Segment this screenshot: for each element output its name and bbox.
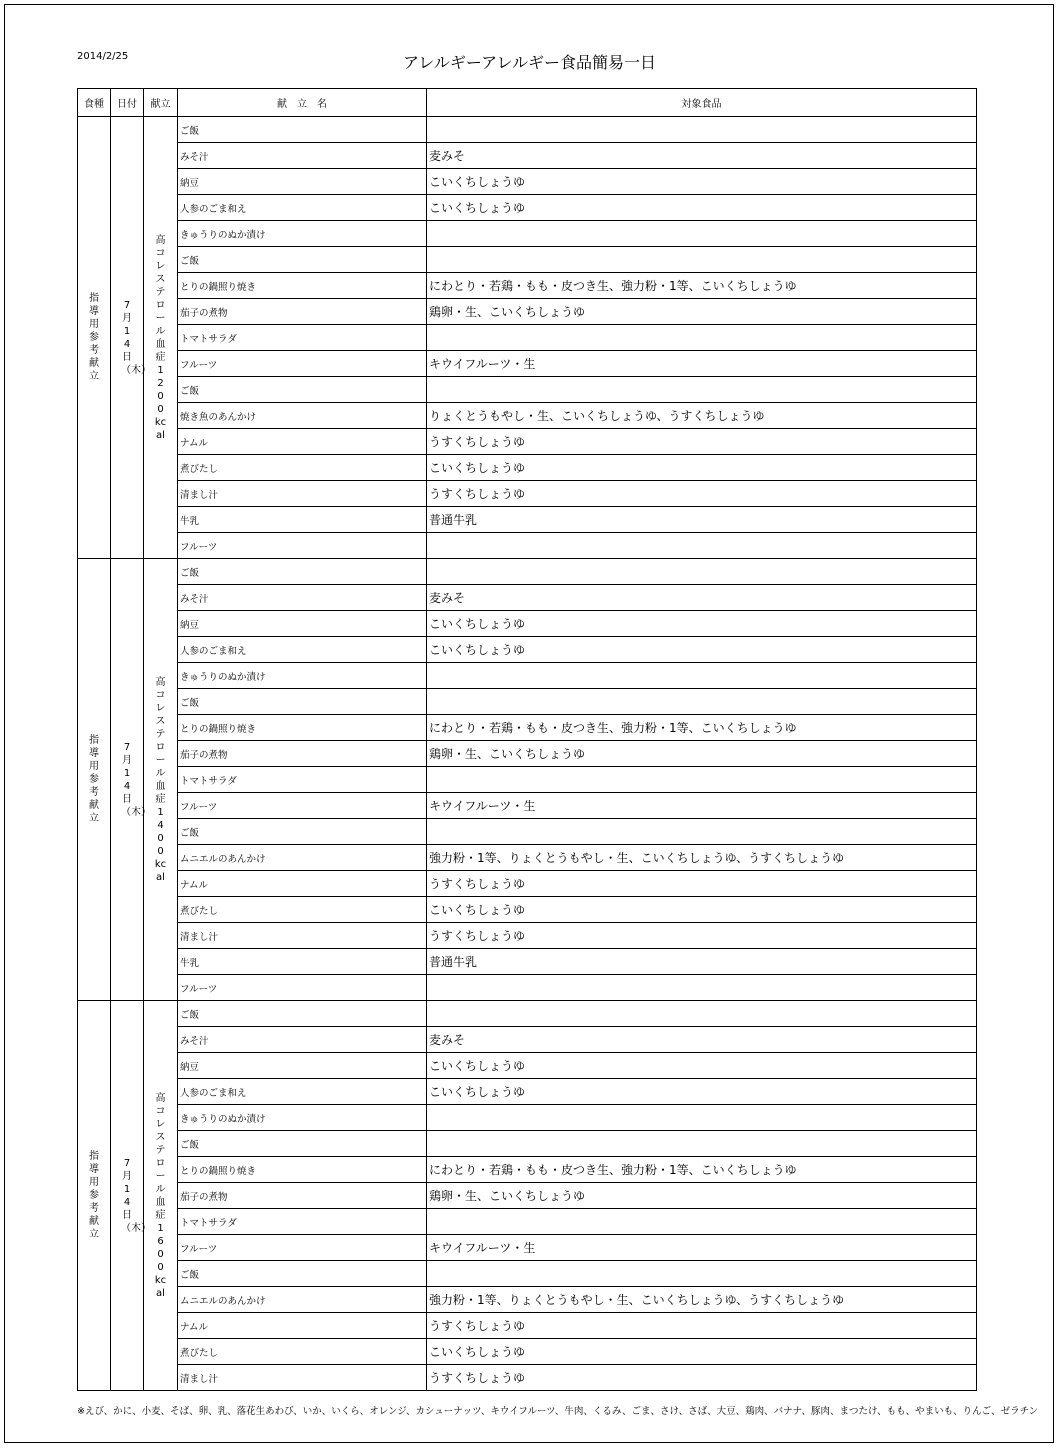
target-food: 麦みそ	[427, 143, 977, 169]
dish-name: ナムル	[178, 871, 427, 897]
target-food: こいくちしょうゆ	[427, 169, 977, 195]
dish-name: 納豆	[178, 611, 427, 637]
dish-name: 納豆	[178, 1053, 427, 1079]
dish-name: 牛乳	[178, 949, 427, 975]
vertical-label: 7月14日（木）	[121, 741, 151, 818]
dish-name: みそ汁	[178, 585, 427, 611]
table-row	[78, 1365, 977, 1391]
target-food: こいくちしょうゆ	[427, 195, 977, 221]
print-date: 2014/2/25	[77, 51, 129, 62]
table-row	[78, 247, 977, 273]
target-food: キウイフルーツ・生	[427, 351, 977, 377]
target-food	[427, 1261, 977, 1287]
target-food: うすくちしょうゆ	[427, 429, 977, 455]
target-food	[427, 1105, 977, 1131]
dish-name: ナムル	[178, 1313, 427, 1339]
vertical-label: 高コレステロール血症1400kcal	[154, 676, 167, 883]
table-header-row	[78, 89, 977, 117]
table-row	[78, 715, 977, 741]
target-food	[427, 1209, 977, 1235]
table-row	[78, 767, 977, 793]
target-food: うすくちしょうゆ	[427, 1313, 977, 1339]
table-row	[78, 1183, 977, 1209]
target-food	[427, 221, 977, 247]
target-food: キウイフルーツ・生	[427, 793, 977, 819]
dish-name: ご飯	[178, 819, 427, 845]
header-date: 日付	[111, 89, 144, 117]
target-food: うすくちしょうゆ	[427, 871, 977, 897]
target-food: こいくちしょうゆ	[427, 897, 977, 923]
target-food: こいくちしょうゆ	[427, 1339, 977, 1365]
menu-kind-cell	[78, 117, 111, 559]
table-row	[78, 1079, 977, 1105]
target-food: うすくちしょうゆ	[427, 481, 977, 507]
dish-name: きゅうりのぬか漬け	[178, 221, 427, 247]
table-row	[78, 559, 977, 585]
dish-name: 煮びたし	[178, 897, 427, 923]
target-food: にわとり・若鶏・もも・皮つき生、強力粉・1等、こいくちしょうゆ	[427, 715, 977, 741]
dish-name: とりの鍋照り焼き	[178, 1157, 427, 1183]
target-food: 鶏卵・生、こいくちしょうゆ	[427, 299, 977, 325]
menu-kind-cell	[78, 1001, 111, 1391]
table-row	[78, 429, 977, 455]
table-row	[78, 273, 977, 299]
dish-name: フルーツ	[178, 533, 427, 559]
table-row	[78, 299, 977, 325]
target-food: 強力粉・1等、りょくとうもやし・生、こいくちしょうゆ、うすくちしょうゆ	[427, 845, 977, 871]
dish-name: トマトサラダ	[178, 325, 427, 351]
dish-name: 煮びたし	[178, 455, 427, 481]
table-row	[78, 845, 977, 871]
target-food: こいくちしょうゆ	[427, 611, 977, 637]
dish-name: 煮びたし	[178, 1339, 427, 1365]
table-row	[78, 897, 977, 923]
table-row	[78, 1261, 977, 1287]
menu-date-cell	[111, 1001, 151, 1391]
target-food: キウイフルーツ・生	[427, 1235, 977, 1261]
target-food: 麦みそ	[427, 1027, 977, 1053]
target-food	[427, 663, 977, 689]
dish-name: ご飯	[178, 559, 427, 585]
vertical-label: 7月14日（木）	[121, 299, 151, 376]
dish-name: ムニエルのあんかけ	[178, 845, 427, 871]
dish-name: 清まし汁	[178, 923, 427, 949]
table-row	[78, 325, 977, 351]
vertical-label: 指導用参考献立	[89, 735, 99, 824]
dish-name: 清まし汁	[178, 1365, 427, 1391]
target-food	[427, 559, 977, 585]
table-row	[78, 1209, 977, 1235]
table-row	[78, 637, 977, 663]
dish-name: みそ汁	[178, 143, 427, 169]
allergy-menu-table	[77, 88, 977, 1391]
target-food	[427, 975, 977, 1001]
table-row	[78, 1027, 977, 1053]
table-row	[78, 351, 977, 377]
target-food: こいくちしょうゆ	[427, 1079, 977, 1105]
header-kind: 食種	[78, 89, 111, 117]
table-row	[78, 689, 977, 715]
vertical-label: 高コレステロール血症1600kcal	[154, 1092, 167, 1299]
target-food: 鶏卵・生、こいくちしょうゆ	[427, 741, 977, 767]
dish-name: ご飯	[178, 1131, 427, 1157]
target-food	[427, 689, 977, 715]
dish-name: きゅうりのぬか漬け	[178, 1105, 427, 1131]
dish-name: フルーツ	[178, 351, 427, 377]
table-row	[78, 1105, 977, 1131]
table-row	[78, 871, 977, 897]
menu-date-cell	[111, 117, 151, 559]
dish-name: 茄子の煮物	[178, 741, 427, 767]
dish-name: 茄子の煮物	[178, 1183, 427, 1209]
table-row	[78, 1339, 977, 1365]
target-food: こいくちしょうゆ	[427, 455, 977, 481]
vertical-label: 7月14日（木）	[121, 1157, 151, 1234]
dish-name: 人参のごま和え	[178, 195, 427, 221]
target-food	[427, 533, 977, 559]
menu-date-cell	[111, 559, 151, 1001]
table-row	[78, 1287, 977, 1313]
dish-name: フルーツ	[178, 975, 427, 1001]
vertical-label: 指導用参考献立	[89, 1151, 99, 1240]
target-food	[427, 1001, 977, 1027]
dish-name: とりの鍋照り焼き	[178, 273, 427, 299]
dish-name: トマトサラダ	[178, 767, 427, 793]
vertical-label: 指導用参考献立	[89, 293, 99, 382]
dish-name: フルーツ	[178, 1235, 427, 1261]
dish-name: ご飯	[178, 1261, 427, 1287]
vertical-label: 高コレステロール血症1200kcal	[154, 234, 167, 441]
table-row	[78, 507, 977, 533]
target-food	[427, 1131, 977, 1157]
table-row	[78, 403, 977, 429]
target-food: 鶏卵・生、こいくちしょうゆ	[427, 1183, 977, 1209]
table-row	[78, 455, 977, 481]
dish-name: とりの鍋照り焼き	[178, 715, 427, 741]
dish-name: ご飯	[178, 1001, 427, 1027]
table-row	[78, 169, 977, 195]
target-food: こいくちしょうゆ	[427, 637, 977, 663]
target-food	[427, 117, 977, 143]
target-food	[427, 767, 977, 793]
table-row	[78, 221, 977, 247]
header-dish: 献 立 名	[178, 89, 427, 117]
target-food: 麦みそ	[427, 585, 977, 611]
dish-name: ナムル	[178, 429, 427, 455]
table-row	[78, 975, 977, 1001]
table-row	[78, 143, 977, 169]
table-row	[78, 793, 977, 819]
table-row	[78, 611, 977, 637]
target-food	[427, 247, 977, 273]
table-row	[78, 585, 977, 611]
menu-kind-cell	[78, 559, 111, 1001]
target-food: 強力粉・1等、りょくとうもやし・生、こいくちしょうゆ、うすくちしょうゆ	[427, 1287, 977, 1313]
dish-name: 茄子の煮物	[178, 299, 427, 325]
target-food: にわとり・若鶏・もも・皮つき生、強力粉・1等、こいくちしょうゆ	[427, 1157, 977, 1183]
target-food: 普通牛乳	[427, 949, 977, 975]
table-row	[78, 663, 977, 689]
target-food: にわとり・若鶏・もも・皮つき生、強力粉・1等、こいくちしょうゆ	[427, 273, 977, 299]
header-menu: 献立	[144, 89, 178, 117]
table-row	[78, 1157, 977, 1183]
menu-name-cell	[144, 117, 178, 559]
target-food	[427, 819, 977, 845]
dish-name: きゅうりのぬか漬け	[178, 663, 427, 689]
dish-name: フルーツ	[178, 793, 427, 819]
table-row	[78, 1313, 977, 1339]
table-row	[78, 533, 977, 559]
dish-name: トマトサラダ	[178, 1209, 427, 1235]
target-food: こいくちしょうゆ	[427, 1053, 977, 1079]
dish-name: 焼き魚のあんかけ	[178, 403, 427, 429]
dish-name: ご飯	[178, 117, 427, 143]
table-row	[78, 377, 977, 403]
dish-name: 人参のごま和え	[178, 637, 427, 663]
menu-name-cell	[144, 559, 178, 1001]
table-row	[78, 481, 977, 507]
table-row	[78, 1131, 977, 1157]
target-food: うすくちしょうゆ	[427, 1365, 977, 1391]
table-row	[78, 195, 977, 221]
dish-name: みそ汁	[178, 1027, 427, 1053]
menu-name-cell	[144, 1001, 178, 1391]
dish-name: ご飯	[178, 689, 427, 715]
table-row	[78, 1053, 977, 1079]
table-row	[78, 741, 977, 767]
target-food	[427, 325, 977, 351]
table-row	[78, 117, 977, 143]
dish-name: 人参のごま和え	[178, 1079, 427, 1105]
dish-name: 牛乳	[178, 507, 427, 533]
page-title: アレルギーアレルギー食品簡易一日	[402, 53, 657, 72]
target-food: りょくとうもやし・生、こいくちしょうゆ、うすくちしょうゆ	[427, 403, 977, 429]
dish-name: 納豆	[178, 169, 427, 195]
target-food: 普通牛乳	[427, 507, 977, 533]
table-row	[78, 1235, 977, 1261]
target-food: うすくちしょうゆ	[427, 923, 977, 949]
dish-name: ムニエルのあんかけ	[178, 1287, 427, 1313]
dish-name: ご飯	[178, 247, 427, 273]
header-food: 対象食品	[427, 89, 977, 117]
dish-name: ご飯	[178, 377, 427, 403]
table-row	[78, 949, 977, 975]
dish-name: 清まし汁	[178, 481, 427, 507]
allergen-footnote: ※えび、かに、小麦、そば、卵、乳、落花生あわび、いか、いくら、オレンジ、カシューナッツ、キウイフルーツ、牛肉、くるみ、ごま、さけ、さば、大豆、鶏肉、バナナ、豚肉、まつたけ、もも、やまいも、りんご、ゼラチン	[77, 1406, 1039, 1417]
table-body	[78, 117, 977, 1391]
table-row	[78, 923, 977, 949]
target-food	[427, 377, 977, 403]
table-row	[78, 1001, 977, 1027]
table-row	[78, 819, 977, 845]
